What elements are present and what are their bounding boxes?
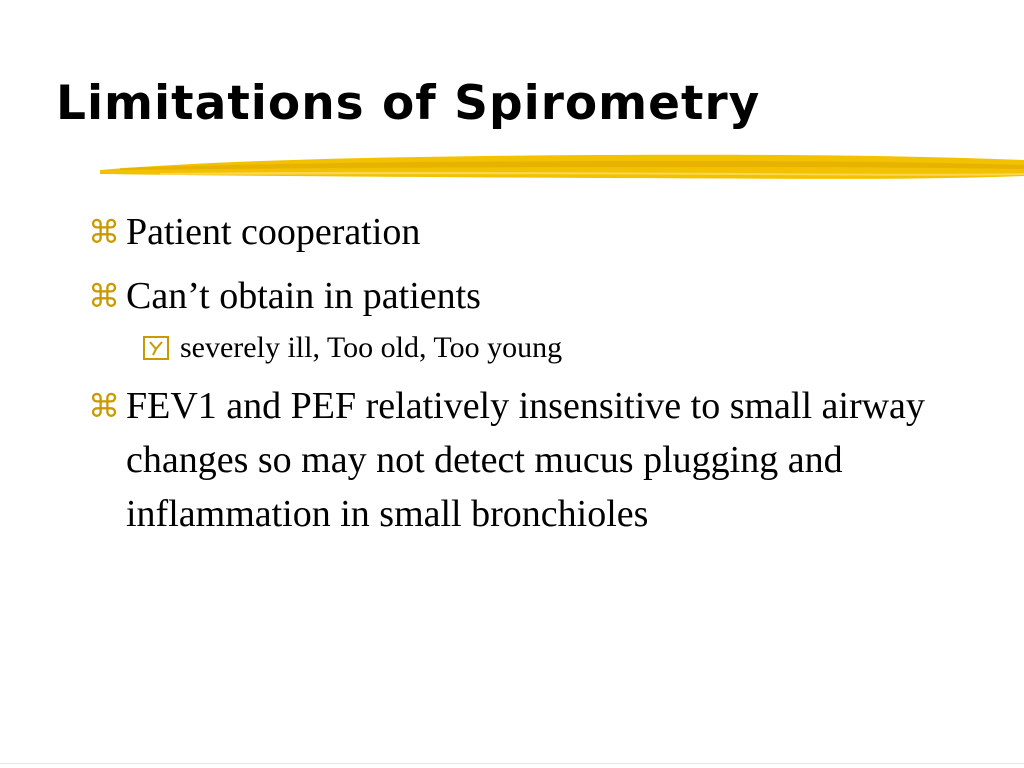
command-icon: ⌘ [88, 387, 120, 425]
bullet-text: Can’t obtain in patients [126, 275, 481, 317]
sub-bullet-text: severely ill, Too old, Too young [180, 331, 563, 364]
sub-bullet-item [88, 327, 988, 369]
bullet-text: Patient cooperation [126, 211, 421, 253]
bullet-item [88, 269, 988, 323]
bullet-item [88, 379, 988, 541]
bullet-text: FEV1 and PEF relatively insensitive to small airway changes so may not detect mucus plugging and inflammation in small bronchioles [126, 385, 925, 535]
bullet-list [88, 205, 988, 551]
command-icon: ⌘ [88, 277, 120, 315]
bottom-divider [0, 763, 1024, 764]
bullet-item [88, 205, 988, 259]
title-underline-brushstroke [100, 146, 1024, 188]
command-icon: ⌘ [88, 213, 120, 251]
y-box-icon [143, 336, 169, 360]
slide-title: Limitations of Spirometry [56, 76, 761, 131]
